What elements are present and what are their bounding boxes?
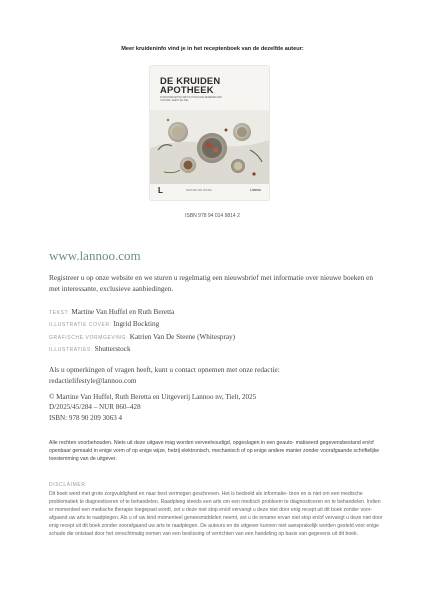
contact-text: Als u opmerkingen of vragen heeft, kunt u contact opnemen met onze redactie: <box>49 365 280 374</box>
disclaimer-title: DISCLAIMER <box>49 482 86 488</box>
credit-text: TEKST: Martine Van Huffel en Ruth Beretta <box>49 308 175 316</box>
disclaimer-text: Dit boek werd met grote zorgvuldigheid en naar best vermogen geschreven. Het is bedoeld als informatie- bron en is niet om een medische problematiek te diagnosticeren of te behandelen. Raadpleeg steeds een arts om een medisch probleem te diagnosticeren en te behandelen. Indien er momenteel een medische therapie toegepast wordt, zet u deze niet stop en/of vervangt u deze niet door enig recept uit dit boek zonder voor- afgaand uw arts te raadplegen. Als u of uw kind momenteel geneesmiddelen neemt, zet u de inname ervan niet stop en/of vervangt u deze niet door enig recept uit dit boek zonder voorafgaand uw arts te raadplegen. De auteurs en de uitgever kunnen niet aansprakelijk worden gesteld voor enige schade die ontstaat door het onrechtmatig nemen van een beslissing of verrichten van een handeling op basis van gegevens uit dit boek. <box>49 491 383 537</box>
credits <box>49 307 235 357</box>
contact-section <box>49 364 379 386</box>
book-subtitle: 25 BASISRECEPTEN MET NATUURLIJKE REMEDIES MET LICHAAM, GEEST EN ZIEL <box>160 97 223 103</box>
legal-deposit: D/2025/45/284 – NUR 860–428 <box>49 403 141 412</box>
copyright-block <box>49 392 256 423</box>
credit-design: GRAFISCHE VORMGEVING: Katrien Van De Steene (Whitespray) <box>49 332 236 341</box>
intro-text: Meer kruideninfo vind je in het receptenboek van de dezelfde auteur: <box>121 46 304 52</box>
contact-email[interactable]: redactielifestyle@lannoo.com <box>49 376 137 385</box>
book-cover <box>150 66 269 200</box>
credit-illustrations: ILLUSTRATIES: Shutterstock <box>49 345 131 354</box>
publisher-logo: L <box>158 186 163 195</box>
website-link[interactable]: www.lannoo.com <box>49 248 141 263</box>
book-authors: MARTINE VAN HUFFEL <box>186 189 213 192</box>
credit-cover: ILLUSTRATIE COVER: Ingrid Bockting <box>49 320 160 329</box>
newsletter-text: Registreer u op onze website en we sturen u regelmatig een nieuwsbrief met informatie over nieuwe boeken en met interessante, exclusieve aanbiedingen. <box>49 273 373 293</box>
book-isbn: ISBN 978 94 014 9814 2 <box>185 213 240 219</box>
rights-reserved: Alle rechten voorbehouden. Niets uit deze uitgave mag worden verveelvoudigd, opgeslagen in een geauto- matiseerd gegevensbestand en/of openbaar gemaakt in enige vorm of op enige wijze, hetzij elektronisch, mechanisch of op enige andere manier zonder voorafgaande schriftelijke toestemming van de uitgever. <box>49 440 380 462</box>
book-publisher: Lannoo <box>250 188 261 192</box>
book-title: DE KRUIDEN APOTHEEK <box>160 75 221 96</box>
isbn: ISBN: 978 90 209 3063 4 <box>49 413 123 422</box>
cover-photo <box>150 110 269 184</box>
copyright-line: © Martine Van Huffel, Ruth Beretta en Uitgeverij Lannoo nv, Tielt, 2025 <box>49 393 257 401</box>
